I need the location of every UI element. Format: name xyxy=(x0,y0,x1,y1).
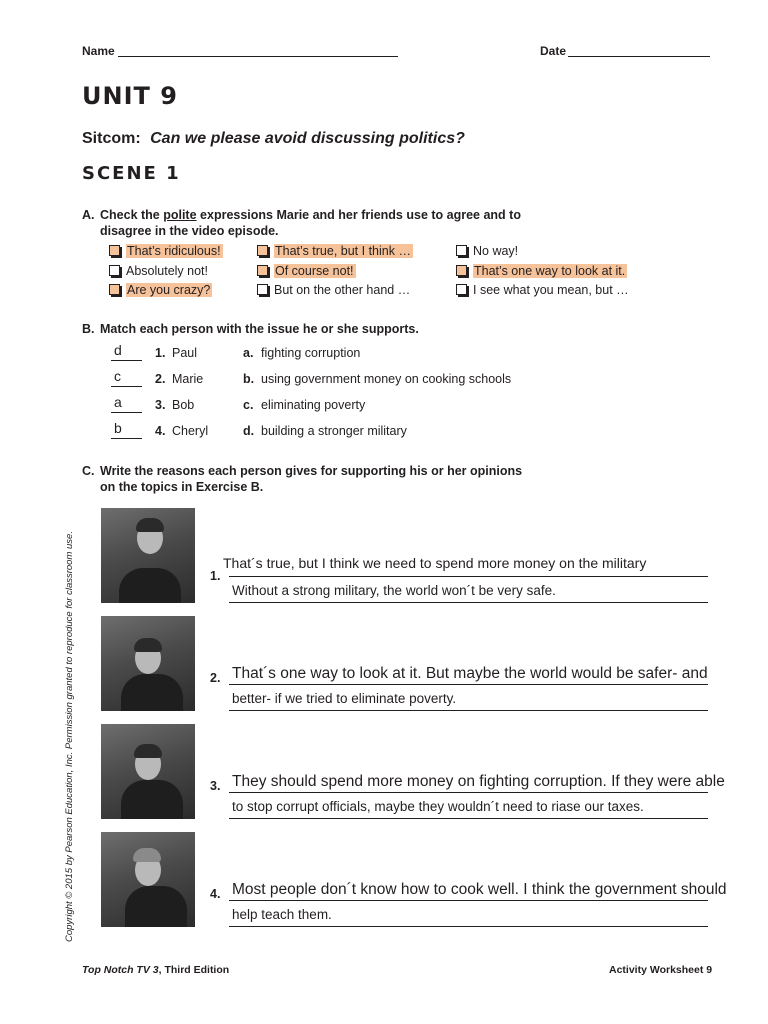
answer-1-rule-2 xyxy=(229,602,708,603)
exercise-c-instruction xyxy=(100,463,522,495)
sitcom-label: Sitcom: xyxy=(82,130,141,147)
option-label: Of course not! xyxy=(275,264,354,278)
instruction-text: expressions Marie and her friends use to agree and to xyxy=(196,208,521,222)
match-answer-line xyxy=(111,386,142,387)
instruction-text: on the topics in Exercise B. xyxy=(100,480,264,494)
footer-worksheet: Activity Worksheet 9 xyxy=(609,964,713,976)
option-item[interactable] xyxy=(456,263,627,279)
exercise-a-letter: A. xyxy=(82,208,95,222)
sitcom-heading xyxy=(82,130,465,148)
photo-marie xyxy=(101,616,195,711)
answer-1-line1[interactable]: That´s true, but I think we need to spend more money on the military xyxy=(223,555,647,571)
unit-title: UNIT 9 xyxy=(82,82,178,110)
answer-2-line1[interactable]: That´s one way to look at it. But maybe the world would be safer- and xyxy=(232,665,708,682)
checked-checkbox-icon[interactable] xyxy=(109,245,120,256)
match-answer[interactable]: a xyxy=(114,394,122,410)
answer-2-rule-2 xyxy=(229,710,708,711)
answer-3-line1[interactable]: They should spend more money on fighting corruption. If they were able xyxy=(232,773,725,790)
name-label: Name xyxy=(82,44,115,58)
option-item[interactable] xyxy=(109,263,208,279)
instruction-text: disagree in the video episode. xyxy=(100,224,279,238)
answer-4-line1[interactable]: Most people don´t know how to cook well. I think the government should xyxy=(232,881,727,898)
copyright-notice: Copyright © 2015 by Pearson Education, Inc. Permission granted to reproduce for classroom use. xyxy=(64,531,75,942)
photo-bob xyxy=(101,724,195,819)
instruction-text: Check the xyxy=(100,208,164,222)
checked-checkbox-icon[interactable] xyxy=(109,284,120,295)
person-number: 1. xyxy=(155,346,166,360)
issue-text: using government money on cooking schools xyxy=(261,372,512,386)
exercise-b-instruction: Match each person with the issue he or she supports. xyxy=(100,322,419,336)
option-item[interactable] xyxy=(456,243,518,259)
answer-4-rule-2 xyxy=(229,926,708,927)
instruction-text: Write the reasons each person gives for supporting his or her opinions xyxy=(100,464,523,478)
option-item[interactable] xyxy=(257,243,413,259)
footer-book-edition: , Third Edition xyxy=(158,964,230,976)
person-name: Paul xyxy=(172,346,198,360)
match-answer[interactable]: b xyxy=(114,420,122,436)
date-label: Date xyxy=(540,44,567,58)
issue-text: building a stronger military xyxy=(261,424,407,438)
option-label: Are you crazy? xyxy=(127,283,211,297)
person-name: Bob xyxy=(172,398,195,412)
option-item[interactable] xyxy=(257,263,356,279)
checkbox-icon[interactable] xyxy=(109,265,120,276)
exercise-a-instruction xyxy=(100,207,521,239)
match-answer-line xyxy=(111,438,142,439)
option-label: That’s ridiculous! xyxy=(127,244,221,258)
checked-checkbox-icon[interactable] xyxy=(257,245,268,256)
sitcom-title: Can we please avoid discussing politics? xyxy=(150,130,465,147)
answer-3-rule-1 xyxy=(229,792,708,793)
scene-title: SCENE 1 xyxy=(82,163,181,184)
answer-3-number: 3. xyxy=(210,779,221,793)
issue-letter: a. xyxy=(243,346,254,360)
name-field-line[interactable] xyxy=(118,56,398,57)
option-label: Absolutely not! xyxy=(126,264,208,278)
checkbox-icon[interactable] xyxy=(257,284,268,295)
answer-4-rule-1 xyxy=(229,900,708,901)
answer-4-number: 4. xyxy=(210,887,221,901)
exercise-c-letter: C. xyxy=(82,464,95,478)
option-item[interactable] xyxy=(109,243,223,259)
answer-3-line2[interactable]: to stop corrupt officials, maybe they wouldn´t need to riase our taxes. xyxy=(232,799,644,814)
answer-1-rule-1 xyxy=(229,576,708,577)
match-answer[interactable]: c xyxy=(114,368,121,384)
photo-cheryl xyxy=(101,832,195,927)
answer-1-number: 1. xyxy=(210,569,221,583)
issue-letter: c. xyxy=(243,398,254,412)
person-number: 3. xyxy=(155,398,166,412)
option-label: That’s one way to look at it. xyxy=(474,264,626,278)
match-answer[interactable]: d xyxy=(114,342,122,358)
option-label: But on the other hand … xyxy=(274,283,411,297)
person-number: 4. xyxy=(155,424,166,438)
answer-4-line2[interactable]: help teach them. xyxy=(232,907,332,922)
issue-letter: d. xyxy=(243,424,255,438)
issue-text: fighting corruption xyxy=(261,346,361,360)
checked-checkbox-icon[interactable] xyxy=(456,265,467,276)
answer-1-line2[interactable]: Without a strong military, the world won´t be very safe. xyxy=(232,583,556,598)
footer-book-italic: Top Notch TV 3 xyxy=(82,964,159,976)
footer-book-title xyxy=(82,964,229,976)
checked-checkbox-icon[interactable] xyxy=(257,265,268,276)
person-name: Marie xyxy=(172,372,204,386)
photo-paul xyxy=(101,508,195,603)
option-label: I see what you mean, but … xyxy=(473,283,629,297)
issue-text: eliminating poverty xyxy=(261,398,366,412)
exercise-b-letter: B. xyxy=(82,322,95,336)
person-number: 2. xyxy=(155,372,166,386)
issue-letter: b. xyxy=(243,372,255,386)
person-name: Cheryl xyxy=(172,424,209,438)
answer-2-number: 2. xyxy=(210,671,221,685)
checkbox-icon[interactable] xyxy=(456,284,467,295)
instruction-underlined: polite xyxy=(163,208,197,222)
match-answer-line xyxy=(111,412,142,413)
option-label: That’s true, but I think … xyxy=(275,244,411,258)
answer-2-line2[interactable]: better- if we tried to eliminate poverty. xyxy=(232,691,457,706)
option-item[interactable] xyxy=(456,282,629,298)
answer-2-rule-1 xyxy=(229,684,708,685)
match-answer-line xyxy=(111,360,142,361)
checkbox-icon[interactable] xyxy=(456,245,467,256)
answer-3-rule-2 xyxy=(229,818,708,819)
option-label: No way! xyxy=(473,244,519,258)
option-item[interactable] xyxy=(109,282,212,298)
date-field-line[interactable] xyxy=(568,56,710,57)
option-item[interactable] xyxy=(257,282,410,298)
